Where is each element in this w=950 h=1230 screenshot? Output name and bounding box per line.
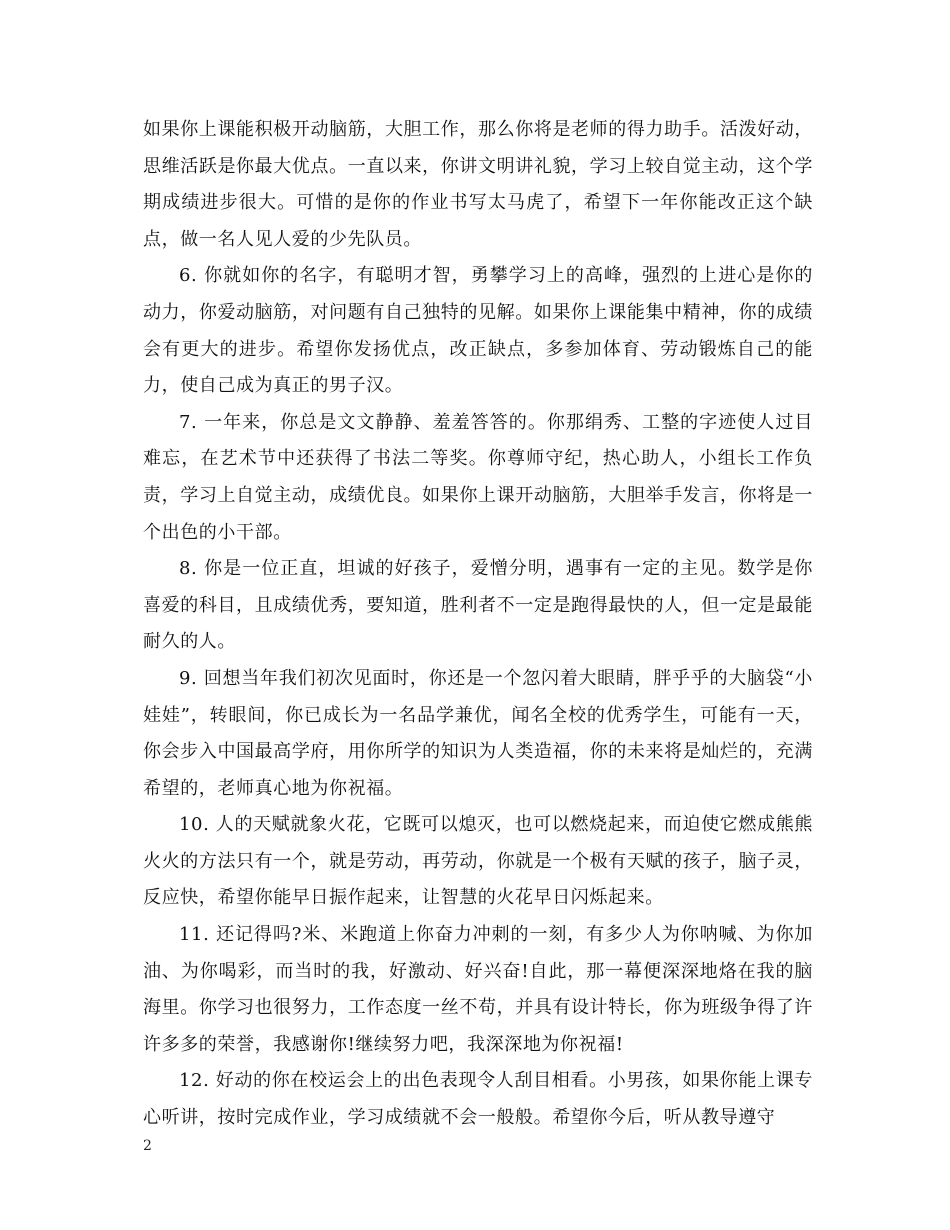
page-number: 2 bbox=[143, 1138, 152, 1154]
paragraph-8: 8. 你是一位正直，坦诚的好孩子，爱憎分明，遇事有一定的主见。数学是你喜爱的科目，且成绩优秀，要知道，胜利者不一定是跑得最快的人，但一定是最能耐久的人。 bbox=[143, 558, 813, 653]
paragraph-10: 10. 人的天赋就象火花，它既可以熄灭，也可以燃烧起来，而迫使它燃成熊熊火火的方法只有一个，就是劳动，再劳动，你就是一个极有天赋的孩子，脑子灵，反应快，希望你能早日振作起来，让智慧的火花早日闪烁起来。 bbox=[143, 814, 813, 909]
document-body bbox=[143, 112, 813, 1137]
paragraph-12: 12. 好动的你在校运会上的出色表现令人刮目相看。小男孩，如果你能上课专心听讲，按时完成作业，学习成绩就不会一般般。希望你今后，听从教导遵守 bbox=[143, 1070, 813, 1129]
paragraph-7: 7. 一年来，你总是文文静静、羞羞答答的。你那绢秀、工整的字迹使人过目难忘，在艺术节中还获得了书法二等奖。你尊师守纪，热心助人，小组长工作负责，学习上自觉主动，成绩优良。如果你上课开动脑筋，大胆举手发言，你将是一个出色的小干部。 bbox=[143, 411, 813, 543]
paragraph-continued: 如果你上课能积极开动脑筋，大胆工作，那么你将是老师的得力助手。活泼好动，思维活跃是你最大优点。一直以来，你讲文明讲礼貌，学习上较自觉主动，这个学期成绩进步很大。可惜的是你的作业书写太马虎了，希望下一年你能改正这个缺点，做一名人见人爱的少先队员。 bbox=[143, 119, 813, 250]
paragraph-6: 6. 你就如你的名字，有聪明才智，勇攀学习上的高峰，强烈的上进心是你的动力，你爱动脑筋，对问题有自己独特的见解。如果你上课能集中精神，你的成绩会有更大的进步。希望你发扬优点，改正缺点，多参加体育、劳动锻炼自己的能力，使自己成为真正的男子汉。 bbox=[143, 265, 813, 397]
paragraph-9: 9. 回想当年我们初次见面时，你还是一个忽闪着大眼睛，胖乎乎的大脑袋“小娃娃”，转眼间，你已成长为一名品学兼优，闻名全校的优秀学生，可能有一天，你会步入中国最高学府，用你所学的知识为人类造福，你的未来将是灿烂的，充满希望的，老师真心地为你祝福。 bbox=[143, 667, 813, 799]
paragraph-11: 11. 还记得吗?米、米跑道上你奋力冲刺的一刻，有多少人为你呐喊、为你加油、为你喝彩，而当时的我，好激动、好兴奋!自此，那一幕便深深地烙在我的脑海里。你学习也很努力，工作态度一丝不苟，并具有设计特长，你为班级争得了许许多多的荣誉，我感谢你!继续努力吧，我深深地为你祝福! bbox=[143, 924, 813, 1055]
